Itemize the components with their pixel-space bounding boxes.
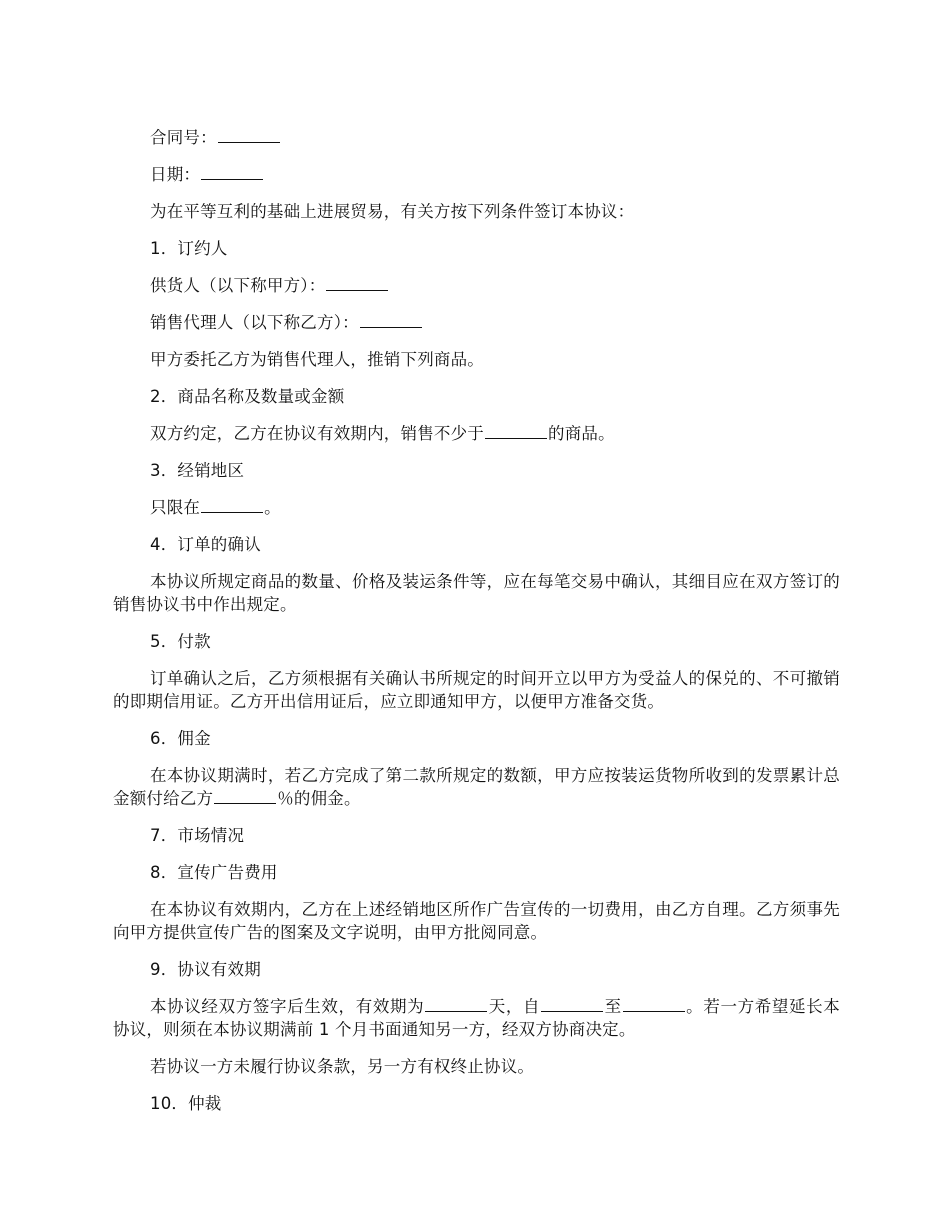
section-9-body-part-2: 天，自 (488, 997, 541, 1016)
intro-paragraph: 为在平等互利的基础上进展贸易，有关方按下列条件签订本协议： (150, 202, 635, 221)
contract-number-blank (218, 128, 280, 143)
section-3-title: 3．经销地区 (150, 461, 245, 480)
date-line (113, 163, 840, 186)
quantity-blank (485, 424, 547, 439)
section-2-title: 2．商品名称及数量或金额 (150, 387, 345, 406)
section-6-body-start: 在本协议期满时，若乙方完成了第二款所规定的数额，甲方应按装运货物所收到的发票累计总金额付给乙方 (113, 766, 840, 808)
end-date-blank (623, 997, 685, 1012)
agent-line (113, 311, 840, 334)
agent-blank (360, 313, 422, 328)
supplier-label: 供货人（以下称甲方）： (150, 276, 326, 295)
section-9-body-2: 若协议一方未履行协议条款，另一方有权终止协议。 (150, 1057, 535, 1076)
section-7-title: 7．市场情况 (150, 826, 245, 845)
section-3-body-end: 。 (264, 498, 281, 517)
commission-blank (214, 789, 276, 804)
supplier-blank (326, 276, 388, 291)
contract-number-label: 合同号： (150, 128, 217, 147)
section-6-body-end: ％的佣金。 (277, 789, 361, 808)
section-8-title: 8．宣传广告费用 (150, 863, 278, 882)
section-1-title: 1．订约人 (150, 239, 228, 258)
section-6-body (113, 764, 840, 810)
section-4-title: 4．订单的确认 (150, 535, 261, 554)
section-9-body-part-1: 本协议经双方签字后生效，有效期为 (150, 997, 425, 1016)
section-9-body-part-3: 至 (604, 997, 622, 1016)
date-label: 日期： (150, 165, 201, 184)
start-date-blank (541, 997, 603, 1012)
agent-label: 销售代理人（以下称乙方）： (150, 313, 359, 332)
section-6-title: 6．佣金 (150, 729, 211, 748)
section-5-body: 订单确认之后，乙方须根据有关确认书所规定的时间开立以甲方为受益人的保兑的、不可撤销的即期信用证。乙方开出信用证后，应立即通知甲方，以便甲方准备交货。 (113, 669, 840, 711)
section-9-body (113, 995, 840, 1041)
section-4-body: 本协议所规定商品的数量、价格及装运条件等，应在每笔交易中确认，其细目应在双方签订的销售协议书中作出规定。 (113, 572, 840, 614)
contract-number-line (113, 126, 840, 149)
section-3-body-start: 只限在 (150, 498, 201, 517)
section-2-body-start: 双方约定，乙方在协议有效期内，销售不少于 (150, 424, 484, 443)
region-blank (201, 498, 263, 513)
section-9-title: 9．协议有效期 (150, 960, 261, 979)
section-2-body (113, 422, 840, 445)
supplier-line (113, 274, 840, 297)
date-blank (201, 165, 263, 180)
section-1-body: 甲方委托乙方为销售代理人，推销下列商品。 (150, 350, 484, 369)
validity-days-blank (425, 997, 487, 1012)
section-5-title: 5．付款 (150, 632, 211, 651)
section-9-body-part-4: 。若一方希望延长本协议，则须在本协议期满前 1 个月书面通知另一方，经双方协商决定。 (113, 997, 841, 1039)
section-2-body-end: 的商品。 (548, 424, 615, 443)
section-3-body (113, 496, 840, 519)
section-10-title: 10．仲裁 (150, 1094, 222, 1113)
section-8-body: 在本协议有效期内，乙方在上述经销地区所作广告宣传的一切费用，由乙方自理。乙方须事先向甲方提供宣传广告的图案及文字说明，由甲方批阅同意。 (113, 900, 840, 942)
